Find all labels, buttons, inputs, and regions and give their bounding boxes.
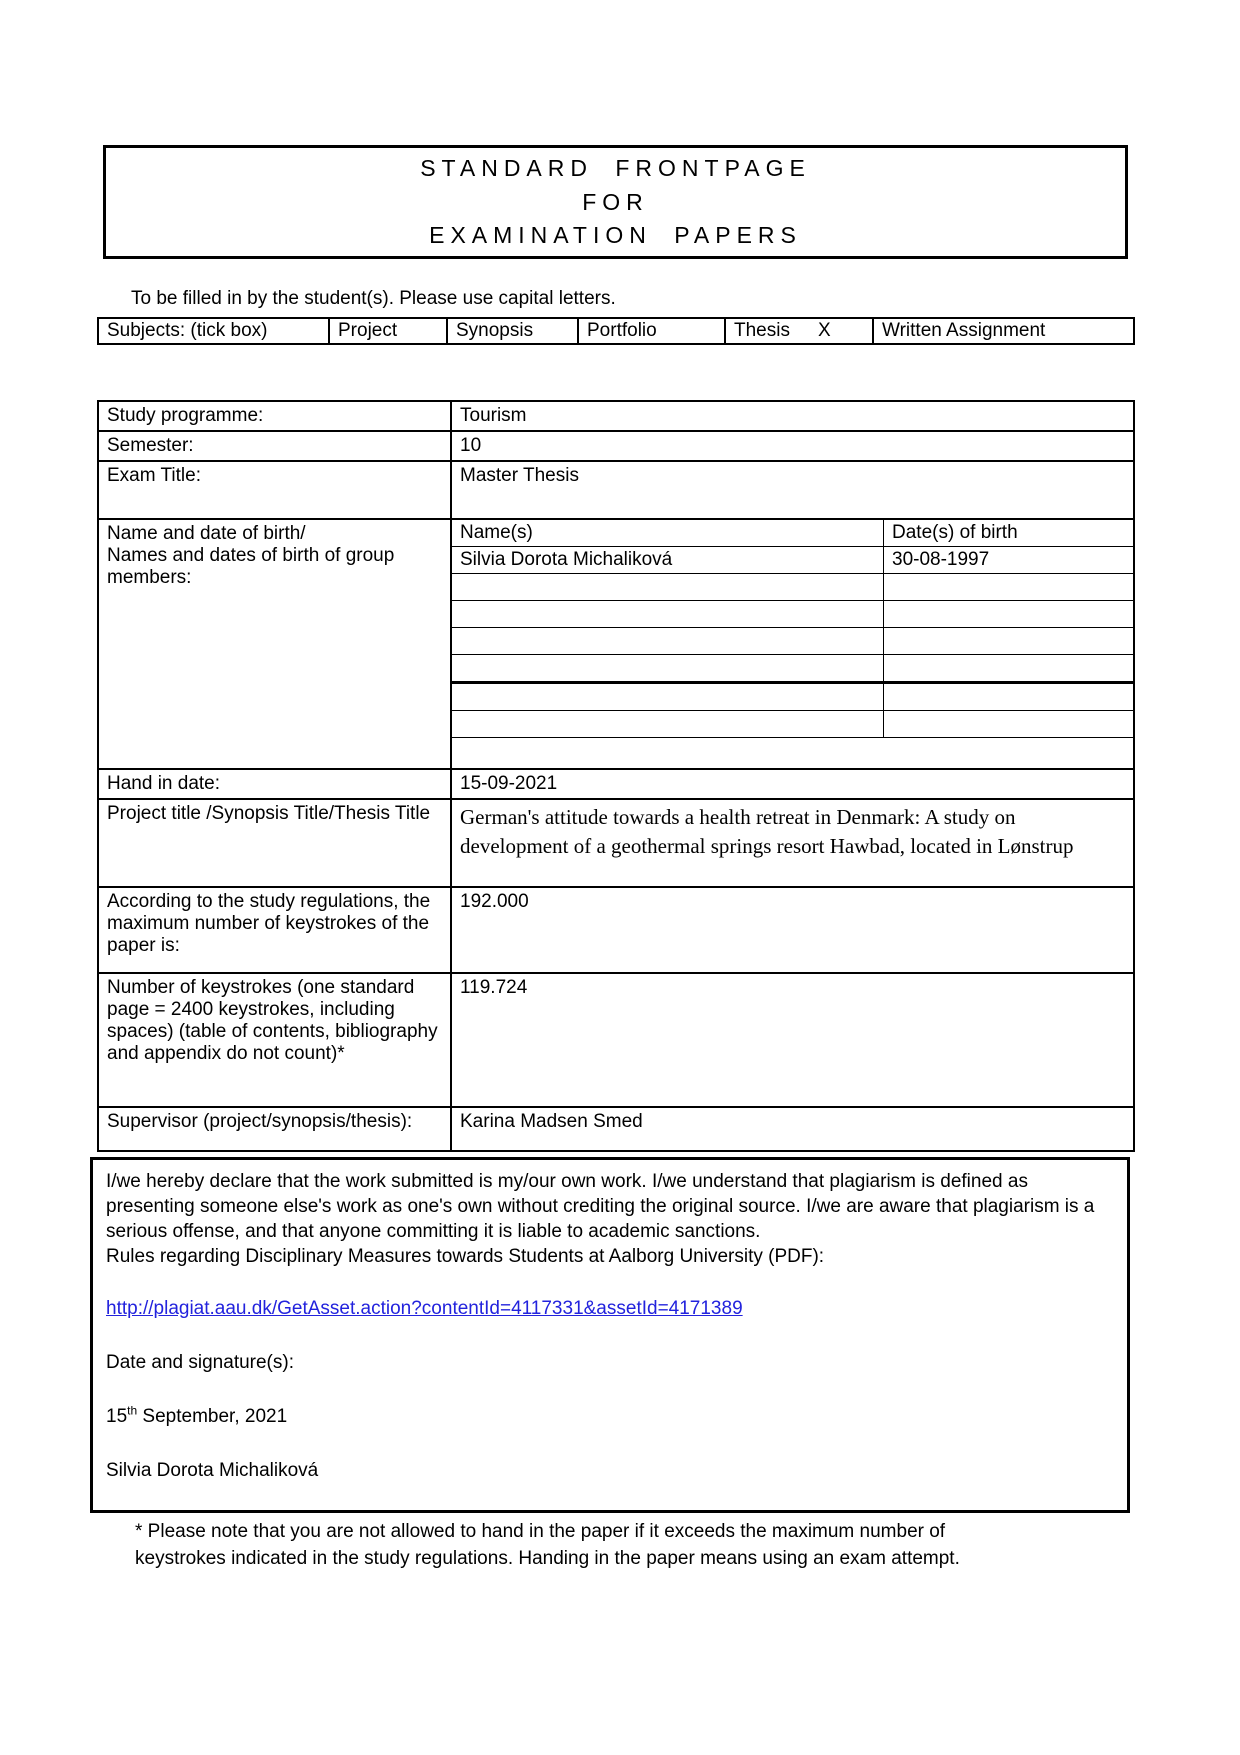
subject-option-label: Portfolio xyxy=(587,320,657,341)
subjects-label-cell: Subjects: (tick box) xyxy=(107,320,268,341)
project-title-label: Project title /Synopsis Title/Thesis Title xyxy=(99,800,452,886)
declaration-rules-line: Rules regarding Disciplinary Measures towards Students at Aalborg University (PDF): xyxy=(106,1246,825,1267)
document-title-box xyxy=(103,145,1128,259)
name-column-header: Name(s) xyxy=(460,522,533,543)
subject-tick-thesis: X xyxy=(817,320,831,341)
empty-name-row xyxy=(452,681,1133,710)
subject-option-written-assignment xyxy=(872,319,1133,343)
study-programme-value: Tourism xyxy=(460,405,527,426)
footnote-line-1: * Please note that you are not allowed to hand in the paper if it exceeds the maximum number of xyxy=(135,1521,946,1542)
row-hand-in-date xyxy=(99,768,1133,798)
row-max-keystrokes xyxy=(99,886,1133,972)
student-dob: 30-08-1997 xyxy=(883,547,1133,573)
study-programme-label: Study programme: xyxy=(99,402,452,430)
exam-title-label: Exam Title: xyxy=(99,462,452,518)
plagiarism-rules-link[interactable]: http://plagiat.aau.dk/GetAsset.action?contentId=4117331&assetId=4171389 xyxy=(106,1298,743,1319)
row-exam-title xyxy=(99,460,1133,518)
dob-column-header: Date(s) of birth xyxy=(883,520,1133,546)
max-keystrokes-value: 192.000 xyxy=(460,891,529,912)
row-names-section xyxy=(99,518,1133,768)
keystrokes-footnote xyxy=(135,1518,965,1572)
rules-link-line xyxy=(106,1296,1114,1321)
signature-date xyxy=(106,1404,1114,1429)
keystrokes-label: Number of keystrokes (one standard page = 2400 keystrokes, including spaces) (table of contents, bibliography and appendix do not count)* xyxy=(99,974,452,1106)
keystrokes-value: 119.724 xyxy=(460,977,528,998)
exam-info-table xyxy=(97,400,1135,1152)
hand-in-date-value: 15-09-2021 xyxy=(460,773,558,794)
semester-label: Semester: xyxy=(99,432,452,460)
max-keystrokes-label: According to the study regulations, the maximum number of keystrokes of the paper is: xyxy=(99,888,452,972)
signature-date-day: 15 xyxy=(106,1406,128,1427)
subject-option-label: Project xyxy=(338,320,398,341)
row-project-title xyxy=(99,798,1133,886)
supervisor-value: Karina Madsen Smed xyxy=(460,1111,643,1132)
supervisor-label: Supervisor (project/synopsis/thesis): xyxy=(99,1108,452,1150)
date-signature-label: Date and signature(s): xyxy=(106,1352,294,1373)
fill-in-instruction: To be filled in by the student(s). Please use capital letters. xyxy=(131,288,616,309)
names-label-line2: Names and dates of birth of group members: xyxy=(107,545,395,588)
subject-option-label: Synopsis xyxy=(456,320,534,341)
row-semester xyxy=(99,430,1133,460)
declaration-paragraph: I/we hereby declare that the work submitted is my/our own work. I/we understand that plagiarism is defined as presenting someone else's work as one's own without crediting the original source. I/we are aware that plagiarism is a serious offense, and that anyone committing it is liable to academic sanctions. xyxy=(106,1171,1095,1242)
names-header-row xyxy=(452,520,1133,546)
subject-option-label: Thesis xyxy=(734,320,790,341)
signature-date-rest: September, 2021 xyxy=(137,1406,288,1427)
subject-option-synopsis xyxy=(446,319,577,343)
name-entry-row xyxy=(452,546,1133,573)
subject-option-label: Written Assignment xyxy=(882,320,1046,341)
row-supervisor xyxy=(99,1106,1133,1150)
empty-fullwidth-row xyxy=(452,737,1133,768)
names-section-label xyxy=(99,520,452,768)
title-line-3: EXAMINATION PAPERS xyxy=(429,222,802,249)
title-line-2: FOR xyxy=(582,188,649,215)
subjects-tickbox-table xyxy=(97,317,1135,345)
signature-date-suffix: th xyxy=(127,1403,138,1418)
row-keystrokes xyxy=(99,972,1133,1106)
project-title-value: German's attitude towards a health retreat in Denmark: A study on development of a geothermal springs resort Hawbad, located in Lønstrup xyxy=(460,805,1074,858)
subject-option-project xyxy=(328,319,446,343)
signature-name: Silvia Dorota Michaliková xyxy=(106,1460,319,1481)
semester-value: 10 xyxy=(460,435,482,456)
plagiarism-declaration-box xyxy=(90,1157,1130,1513)
footnote-line-2: keystrokes indicated in the study regulations. Handing in the paper means using an exam attempt. xyxy=(135,1548,960,1569)
names-subtable xyxy=(452,520,1133,768)
empty-name-row xyxy=(452,654,1133,681)
hand-in-date-label: Hand in date: xyxy=(99,770,452,798)
names-label-line1: Name and date of birth/ xyxy=(107,523,306,544)
row-study-programme xyxy=(99,402,1133,430)
student-name: Silvia Dorota Michaliková xyxy=(460,549,673,570)
title-line-1: STANDARD FRONTPAGE xyxy=(420,154,811,181)
empty-name-row xyxy=(452,627,1133,654)
subject-option-portfolio xyxy=(577,319,724,343)
subject-option-thesis xyxy=(724,319,872,343)
empty-name-row xyxy=(452,710,1133,737)
empty-name-row xyxy=(452,573,1133,600)
exam-title-value: Master Thesis xyxy=(460,465,579,486)
empty-name-row xyxy=(452,600,1133,627)
